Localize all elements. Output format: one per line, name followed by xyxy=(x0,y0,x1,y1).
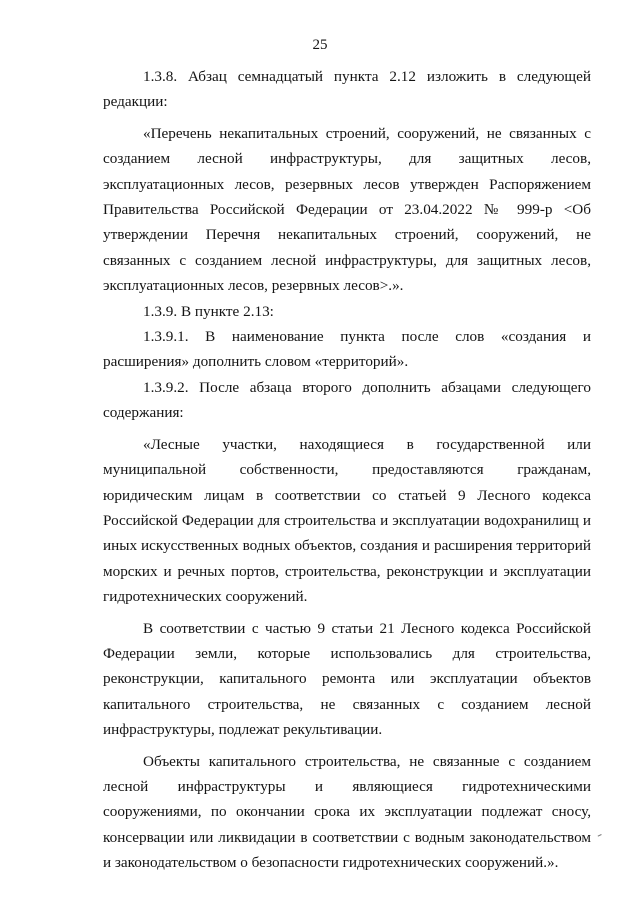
page-number: 25 xyxy=(312,37,328,53)
paragraph-forest-plots: «Лесные участки, находящиеся в государственной или муниципальной собственности, предоставляются гражданам, юридическим лицам в соответствии со статьей 9 Лесного кодекса Российской Федерации для строительства и эксплуатации водохранилищ и иных искусственных водных объектов, создания и расширения территорий морских и речных портов, строительства, реконструкции и эксплуатации гидротехнических сооружений. xyxy=(103,435,591,606)
paragraph-1-3-8: 1.3.8. Абзац семнадцатый пункта 2.12 изложить в следующей редакции: xyxy=(103,68,591,111)
paragraph-recultivation: В соответствии с частью 9 статьи 21 Лесного кодекса Российской Федерации земли, которые использовались для строительства, реконструкции, капитального ремонта или эксплуатации объектов капитального строительства, не связанных с созданием лесной инфраструктуры, подлежат рекультивации. xyxy=(103,619,591,739)
paragraph-1-3-9-2: 1.3.9.2. После абзаца второго дополнить абзацами следующего содержания: xyxy=(103,378,591,422)
document-body xyxy=(103,64,591,876)
scan-mark xyxy=(596,831,601,836)
paragraph-1-3-9: 1.3.9. В пункте 2.13: xyxy=(143,302,274,320)
paragraph-1-3-9-1: 1.3.9.1. В наименование пункта после слов «создания и расширения» дополнить словом «территорий». xyxy=(103,328,591,371)
paragraph-capital-objects: Объекты капитального строительства, не связанные с созданием лесной инфраструктуры и являющиеся гидротехническими сооружениями, по окончании срока их эксплуатации подлежат сносу, консервации или ликвидации в соответствии с водным законодательством и законодательством о безопасности гидротехнических сооружений.». xyxy=(103,752,591,872)
paragraph-list-quote: «Перечень некапитальных строений, сооружений, не связанных с созданием лесной инфраструктуры, для защитных лесов, эксплуатационных лесов, резервных лесов утвержден Распоряжением Правительства Российской Федерации от 23.04.2022 № 999-р <Об утверждении Перечня некапитальных строений, сооружений, не связанных с созданием лесной инфраструктуры, для защитных лесов, эксплуатационных лесов, резервных лесов>.». xyxy=(103,124,591,295)
